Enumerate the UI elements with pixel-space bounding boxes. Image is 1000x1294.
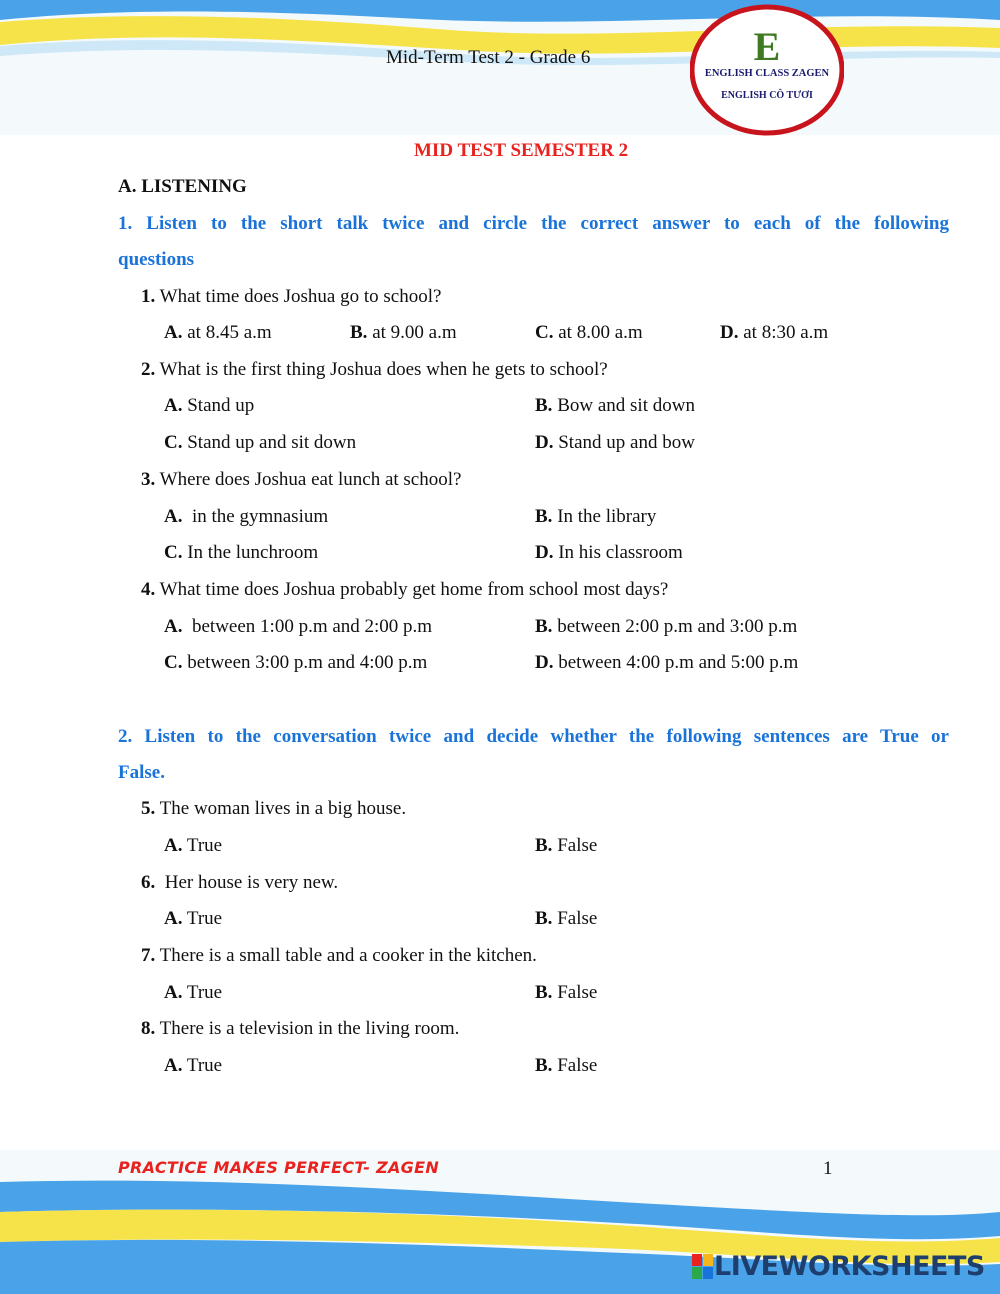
question-5: 5. The woman lives in a big house. xyxy=(141,798,407,819)
q8-option-a[interactable]: A. True xyxy=(164,1055,223,1076)
q2-option-c[interactable]: C. Stand up and sit down xyxy=(164,432,357,453)
q5-option-b[interactable]: B. False xyxy=(535,835,598,856)
q4-option-a[interactable]: A. between 1:00 p.m and 2:00 p.m xyxy=(164,616,433,637)
liveworksheets-text: LIVEWORKSHEETS xyxy=(714,1251,985,1282)
q2-option-d[interactable]: D. Stand up and bow xyxy=(535,432,695,453)
logo-line2: ENGLISH CÔ TƯƠI xyxy=(721,90,813,101)
q6-option-b[interactable]: B. False xyxy=(535,908,598,929)
question-8: 8. There is a television in the living room. xyxy=(141,1018,460,1039)
logo-letter: E xyxy=(753,24,781,69)
question-7: 7. There is a small table and a cooker in the kitchen. xyxy=(141,945,537,966)
page-number: 1 xyxy=(823,1158,833,1179)
q1-option-a[interactable]: A. at 8.45 a.m xyxy=(164,322,272,343)
part2-instruction-line2: False. xyxy=(118,762,165,783)
question-6: 6. Her house is very new. xyxy=(141,872,339,893)
question-3: 3. Where does Joshua eat lunch at school? xyxy=(141,469,462,490)
q2-option-b[interactable]: B. Bow and sit down xyxy=(535,395,695,416)
q4-option-b[interactable]: B. between 2:00 p.m and 3:00 p.m xyxy=(535,616,798,637)
test-title: MID TEST SEMESTER 2 xyxy=(414,140,629,161)
q1-option-c[interactable]: C. at 8.00 a.m xyxy=(535,322,643,343)
logo-line1: ENGLISH CLASS ZAGEN xyxy=(704,68,830,79)
section-a-heading: A. LISTENING xyxy=(118,176,247,197)
part1-instruction-line2: questions xyxy=(118,249,195,270)
liveworksheets-brand[interactable] xyxy=(692,1251,985,1282)
part2-instruction-line1: 2. Listen to the conversation twice and decide whether the following sentences are True or xyxy=(118,726,949,747)
q3-option-c[interactable]: C. In the lunchroom xyxy=(164,542,319,563)
q1-option-d[interactable]: D. at 8:30 a.m xyxy=(720,322,829,343)
zagen-logo xyxy=(690,4,844,136)
q7-option-a[interactable]: A. True xyxy=(164,982,223,1003)
q1-option-b[interactable]: B. at 9.00 a.m xyxy=(350,322,457,343)
q4-option-c[interactable]: C. between 3:00 p.m and 4:00 p.m xyxy=(164,652,428,673)
part1-instruction-line1: 1. Listen to the short talk twice and circle the correct answer to each of the following xyxy=(118,213,949,234)
question-4: 4. What time does Joshua probably get home from school most days? xyxy=(141,579,669,600)
q7-option-b[interactable]: B. False xyxy=(535,982,598,1003)
q8-option-b[interactable]: B. False xyxy=(535,1055,598,1076)
header-band xyxy=(0,0,1000,135)
q6-option-a[interactable]: A. True xyxy=(164,908,223,929)
q3-option-a[interactable]: A. in the gymnasium xyxy=(164,506,329,527)
question-1: 1. What time does Joshua go to school? xyxy=(141,286,442,307)
doc-header-title: Mid-Term Test 2 - Grade 6 xyxy=(386,47,591,68)
footer-slogan: PRACTICE MAKES PERFECT- ZAGEN xyxy=(118,1158,440,1177)
q4-option-d[interactable]: D. between 4:00 p.m and 5:00 p.m xyxy=(535,652,799,673)
q3-option-b[interactable]: B. In the library xyxy=(535,506,657,527)
liveworksheets-icon xyxy=(692,1254,714,1280)
q3-option-d[interactable]: D. In his classroom xyxy=(535,542,683,563)
q5-option-a[interactable]: A. True xyxy=(164,835,223,856)
question-2: 2. What is the first thing Joshua does when he gets to school? xyxy=(141,359,608,380)
q2-option-a[interactable]: A. Stand up xyxy=(164,395,255,416)
